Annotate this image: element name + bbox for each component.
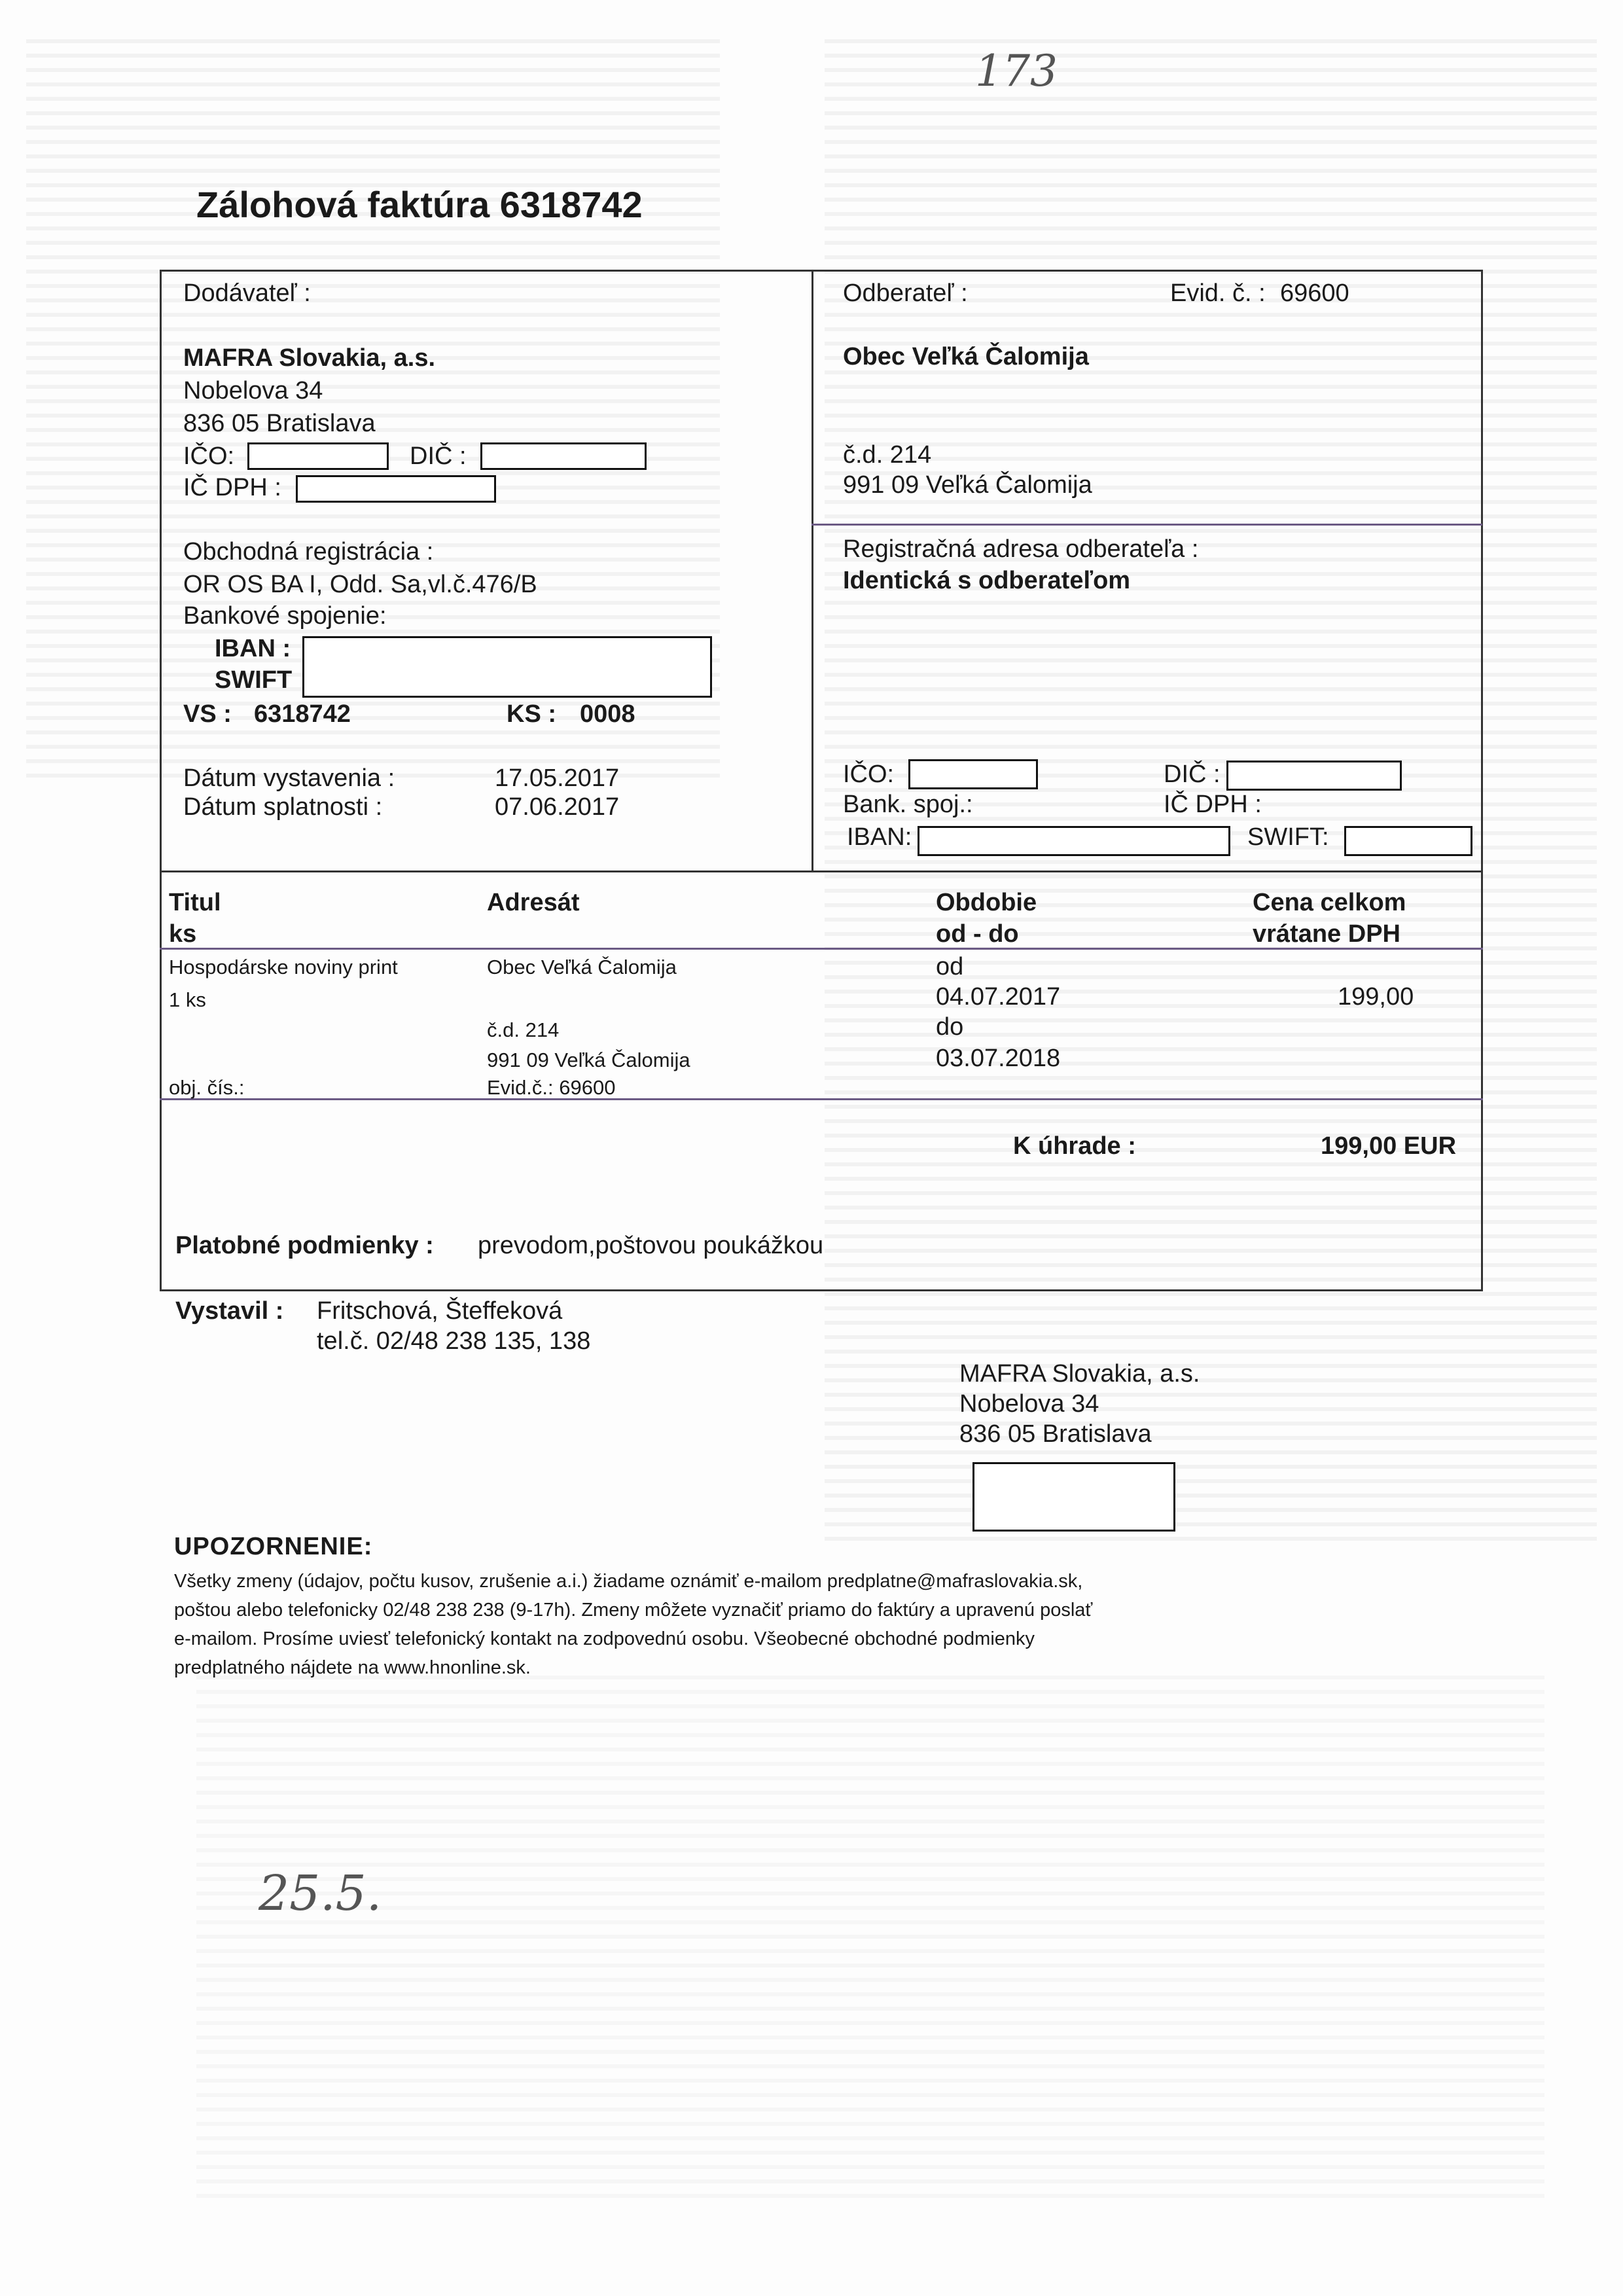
- col-price-header: Cena celkom: [1253, 889, 1406, 916]
- notice-line-3: e-mailom. Prosíme uviesť telefonický kontakt na zodpovednú osobu. Všeobecné obchodné podmienky: [174, 1628, 1035, 1649]
- evid-value: 69600: [1280, 279, 1349, 307]
- redacted-supplier-ico: [247, 442, 389, 470]
- evid-label: Evid. č. :: [1170, 279, 1266, 307]
- redacted-supplier-bank: [302, 636, 712, 698]
- reg-address-value: Identická s odberateľom: [843, 567, 1131, 594]
- notice-line-4: predplatného nájdete na www.hnonline.sk.: [174, 1657, 531, 1678]
- header-divider: [160, 870, 1483, 872]
- supplier-dic-label: DIČ :: [410, 442, 467, 470]
- redacted-footer-box: [972, 1462, 1175, 1532]
- customer-city: 991 09 Veľká Čalomija: [843, 471, 1092, 499]
- redacted-supplier-icdph: [296, 475, 496, 503]
- customer-bank-label: Bank. spoj.:: [843, 791, 973, 818]
- issuer-label: Vystavil :: [175, 1297, 284, 1325]
- due-date-label: Dátum splatnosti :: [183, 793, 383, 821]
- row-to-date: 03.07.2018: [936, 1045, 1061, 1072]
- supplier-ico-label: IČO:: [183, 442, 235, 470]
- notice-title: UPOZORNENIE:: [174, 1533, 373, 1560]
- show-through-bottom: [196, 1676, 1544, 2199]
- col-period-sub-header: od - do: [936, 920, 1019, 948]
- issuer-phone: tel.č. 02/48 238 135, 138: [317, 1327, 591, 1355]
- customer-swift-label: SWIFT:: [1247, 823, 1329, 851]
- supplier-label: Dodávateľ :: [183, 279, 311, 307]
- customer-label: Odberateľ :: [843, 279, 968, 307]
- redacted-customer-swift: [1344, 826, 1472, 856]
- footer-street: Nobelova 34: [959, 1390, 1099, 1418]
- frame-left: [160, 270, 162, 1291]
- vs-value: 6318742: [254, 700, 351, 728]
- table-row-divider: [160, 1098, 1483, 1100]
- frame-right: [1481, 270, 1483, 1291]
- customer-ico-label: IČO:: [843, 761, 895, 788]
- row-addressee-city: 991 09 Veľká Čalomija: [487, 1049, 690, 1071]
- redacted-customer-iban: [918, 826, 1230, 856]
- reg-address-label: Registračná adresa odberateľa :: [843, 535, 1199, 563]
- row-addressee-name: Obec Veľká Čalomija: [487, 956, 677, 978]
- footer-company: MAFRA Slovakia, a.s.: [959, 1360, 1200, 1388]
- col-addressee-header: Adresát: [487, 889, 580, 916]
- col-period-header: Obdobie: [936, 889, 1037, 916]
- notice-line-2: poštou alebo telefonicky 02/48 238 238 (9-17h). Zmeny môžete vyznačiť priamo do faktúry a upravenú poslať: [174, 1600, 1093, 1621]
- swift-label: SWIFT: [215, 666, 293, 694]
- col-title-sub-header: ks: [169, 920, 197, 948]
- payment-value: prevodom,poštovou poukážkou: [478, 1232, 824, 1259]
- total-value: 199,00 EUR: [1321, 1132, 1457, 1160]
- column-divider: [812, 270, 813, 872]
- handwritten-number: 173: [975, 46, 1058, 96]
- issue-date: 17.05.2017: [495, 764, 620, 792]
- issue-date-label: Dátum vystavenia :: [183, 764, 395, 792]
- customer-name: Obec Veľká Čalomija: [843, 343, 1089, 370]
- customer-dic-label: DIČ :: [1164, 761, 1221, 788]
- customer-iban-label: IBAN:: [847, 823, 912, 851]
- row-order-label: obj. čís.:: [169, 1076, 245, 1099]
- frame-top: [160, 270, 1482, 272]
- col-title-header: Titul: [169, 889, 221, 916]
- row-from-date: 04.07.2017: [936, 983, 1061, 1011]
- ks-value: 0008: [580, 700, 635, 728]
- customer-street: č.d. 214: [843, 441, 932, 469]
- supplier-street: Nobelova 34: [183, 377, 323, 404]
- customer-icdph-label: IČ DPH :: [1164, 791, 1262, 818]
- row-from-label: od: [936, 953, 964, 980]
- customer-divider: [812, 524, 1482, 526]
- due-date: 07.06.2017: [495, 793, 620, 821]
- ks-label: KS :: [507, 700, 556, 728]
- supplier-name: MAFRA Slovakia, a.s.: [183, 344, 436, 372]
- invoice-title: Zálohová faktúra 6318742: [196, 184, 643, 225]
- iban-label: IBAN :: [215, 635, 291, 662]
- handwritten-date: 25.5.: [259, 1865, 382, 1922]
- row-addressee-evid: Evid.č.: 69600: [487, 1076, 616, 1099]
- vs-label: VS :: [183, 700, 232, 728]
- registration-label: Obchodná registrácia :: [183, 538, 434, 565]
- payment-label: Platobné podmienky :: [175, 1232, 434, 1259]
- row-quantity: 1 ks: [169, 988, 206, 1011]
- footer-city: 836 05 Bratislava: [959, 1420, 1152, 1448]
- notice-line-1: Všetky zmeny (údajov, počtu kusov, zrušenie a.i.) žiadame oznámiť e-mailom predplatne@mafraslovakia.sk,: [174, 1571, 1083, 1592]
- registration-value: OR OS BA I, Odd. Sa,vl.č.476/B: [183, 571, 537, 598]
- redacted-customer-dic: [1226, 761, 1402, 791]
- supplier-city: 836 05 Bratislava: [183, 410, 376, 437]
- col-price-sub-header: vrátane DPH: [1253, 920, 1400, 948]
- row-to-label: do: [936, 1013, 964, 1041]
- row-title: Hospodárske noviny print: [169, 956, 398, 978]
- redacted-supplier-dic: [480, 442, 647, 470]
- total-label: K úhrade :: [1013, 1132, 1136, 1160]
- row-addressee-street: č.d. 214: [487, 1018, 560, 1041]
- frame-bottom: [160, 1289, 1483, 1291]
- issuer-names: Fritschová, Šteffeková: [317, 1297, 563, 1325]
- row-price: 199,00: [1338, 983, 1414, 1011]
- redacted-customer-ico: [908, 759, 1038, 789]
- supplier-icdph-label: IČ DPH :: [183, 474, 281, 501]
- bank-label: Bankové spojenie:: [183, 602, 387, 630]
